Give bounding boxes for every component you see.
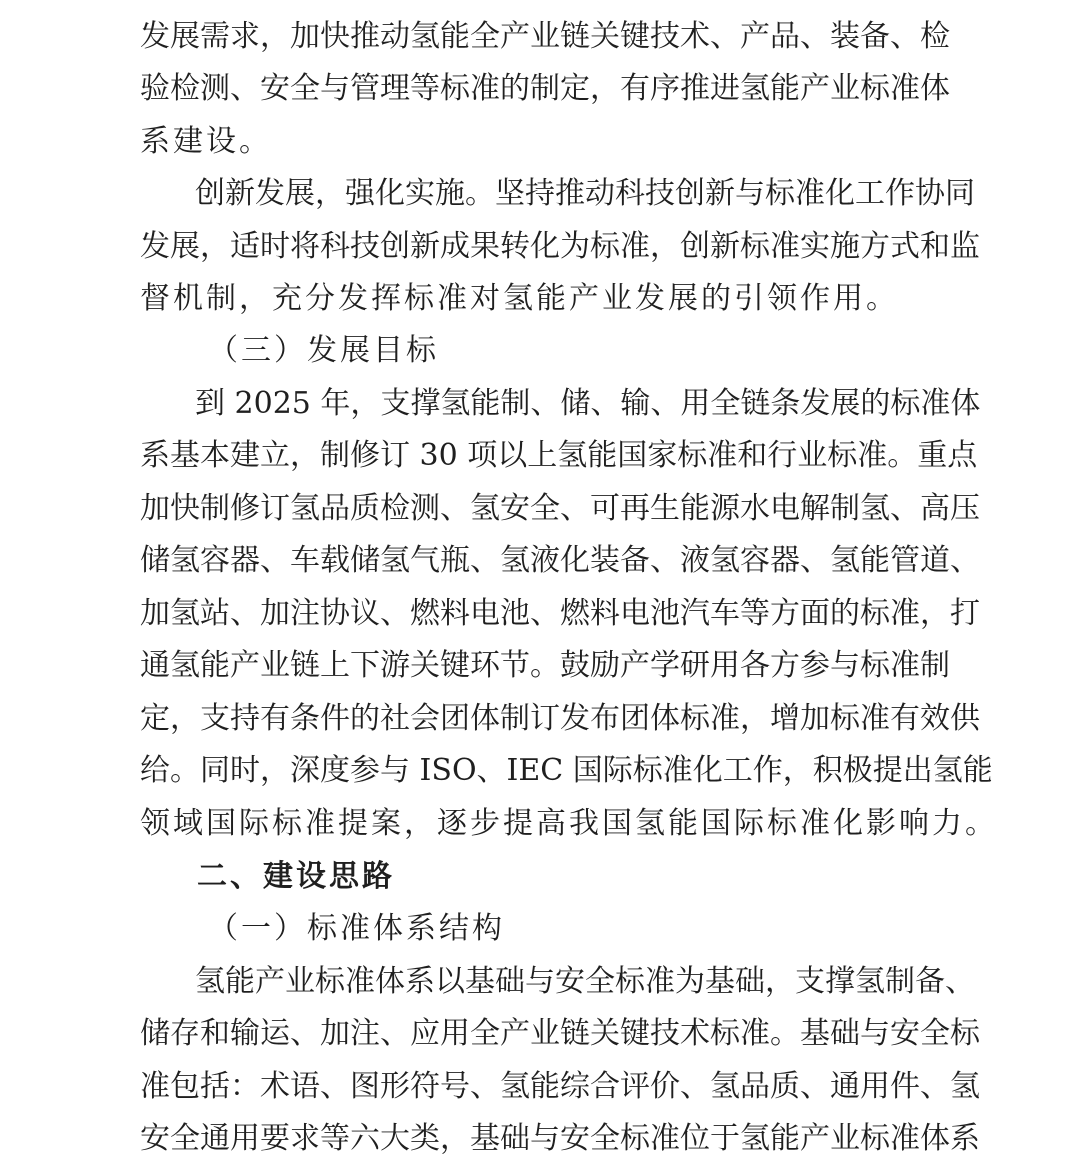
paragraph-line: 系基本建立，制修订 30 项以上氢能国家标准和行业标准。重点 xyxy=(140,438,978,473)
paragraph-line: 到 2025 年，支撑氢能制、储、输、用全链条发展的标准体 xyxy=(195,386,981,421)
paragraph-line: 给。同时，深度参与 ISO、IEC 国际标准化工作，积极提出氢能 xyxy=(140,753,993,788)
section-subheading: （三）发展目标 xyxy=(208,333,439,368)
section-heading: 二、建设思路 xyxy=(197,859,395,894)
paragraph-line: 通氢能产业链上下游关键环节。鼓励产学研用各方参与标准制 xyxy=(140,648,950,683)
paragraph-line: 发展，适时将科技创新成果转化为标准，创新标准实施方式和监 xyxy=(140,229,980,264)
paragraph-line: 加快制修订氢品质检测、氢安全、可再生能源水电解制氢、高压 xyxy=(140,491,980,526)
paragraph-line: 储氢容器、车载储氢气瓶、氢液化装备、液氢容器、氢能管道、 xyxy=(140,543,980,578)
paragraph-line: 领域国际标准提案，逐步提高我国氢能国际标准化影响力。 xyxy=(140,806,998,841)
paragraph-line: 安全通用要求等六大类，基础与安全标准位于氢能产业标准体系 xyxy=(140,1121,980,1156)
paragraph-line: 氢能产业标准体系以基础与安全标准为基础，支撑氢制备、 xyxy=(195,964,975,999)
paragraph-line: 定，支持有条件的社会团体制订发布团体标准，增加标准有效供 xyxy=(140,701,980,736)
paragraph-line: 创新发展，强化实施。坚持推动科技创新与标准化工作协同 xyxy=(195,176,975,211)
paragraph-line: 发展需求，加快推动氢能全产业链关键技术、产品、装备、检 xyxy=(140,19,950,54)
section-subheading: （一）标准体系结构 xyxy=(208,911,505,946)
paragraph-line: 加氢站、加注协议、燃料电池、燃料电池汽车等方面的标准，打 xyxy=(140,596,980,631)
paragraph-line: 系建设。 xyxy=(140,124,272,159)
paragraph-line: 准包括：术语、图形符号、氢能综合评价、氢品质、通用件、氢 xyxy=(140,1069,980,1104)
paragraph-line: 督机制，充分发挥标准对氢能产业发展的引领作用。 xyxy=(140,281,899,316)
paragraph-line: 验检测、安全与管理等标准的制定，有序推进氢能产业标准体 xyxy=(140,71,950,106)
paragraph-line: 储存和输运、加注、应用全产业链关键技术标准。基础与安全标 xyxy=(140,1016,980,1051)
